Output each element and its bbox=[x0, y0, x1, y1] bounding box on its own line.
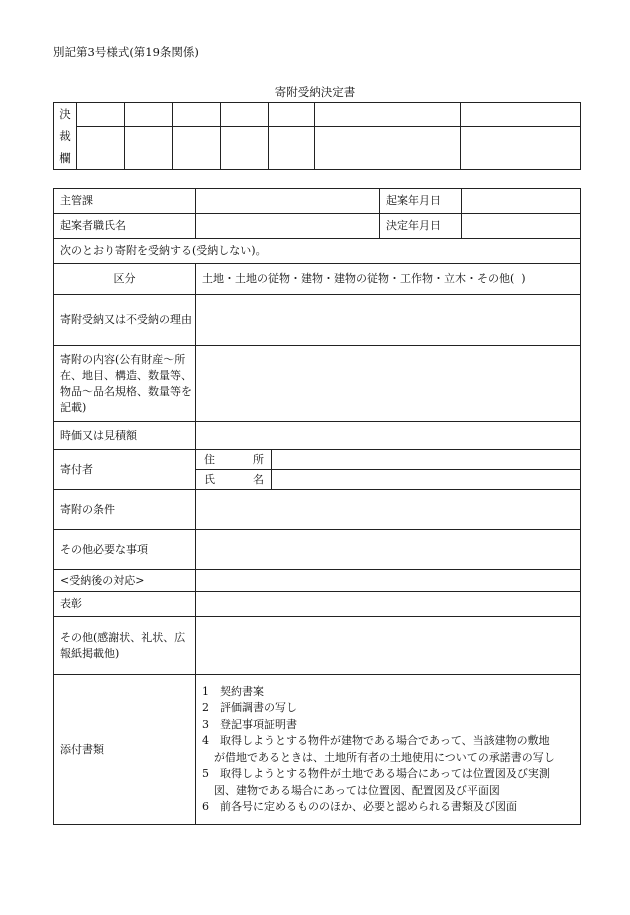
document-title: 寄附受納決定書 bbox=[274, 85, 356, 99]
stamp-cell[interactable] bbox=[77, 127, 125, 170]
category-options: 土地・土地の従物・建物・建物の従物・工作物・立木・その他( ) bbox=[196, 264, 581, 295]
form-number-label: 別記第3号様式(第19条関係) bbox=[53, 45, 199, 59]
commendation-field[interactable] bbox=[196, 592, 581, 617]
drafter-label: 起案者職氏名 bbox=[54, 214, 196, 239]
attachment-item: 2 評価調書の写し bbox=[202, 701, 297, 714]
stamp-cell[interactable] bbox=[315, 103, 461, 127]
statement-text: 次のとおり寄附を受納する(受納しない)。 bbox=[54, 239, 581, 264]
stamp-cell[interactable] bbox=[77, 103, 125, 127]
attachment-item: 3 登記事項証明書 bbox=[202, 717, 297, 731]
content-label: 寄附の内容(公有財産〜所在、地目、構造、数量等、物品〜品名規格、数量等を記載) bbox=[54, 346, 196, 422]
reason-label: 寄附受納又は不受納の理由 bbox=[54, 295, 196, 346]
donor-address-char: 住 bbox=[204, 452, 215, 466]
approval-label bbox=[54, 103, 77, 170]
other-matters-label: その他必要な事項 bbox=[54, 530, 196, 570]
draft-date-label: 起案年月日 bbox=[380, 189, 462, 214]
donor-address-field[interactable] bbox=[272, 450, 581, 470]
donation-decision-form bbox=[53, 188, 581, 825]
draft-date-field[interactable] bbox=[462, 189, 581, 214]
dept-label: 主管課 bbox=[54, 189, 196, 214]
donor-address-label bbox=[196, 450, 272, 470]
approval-label-char: 欄 bbox=[59, 151, 71, 165]
stamp-cell[interactable] bbox=[461, 103, 581, 127]
attachment-item-continued: 図、建物である場合にあっては位置図、配置図及び平面図 bbox=[214, 783, 500, 797]
conditions-field[interactable] bbox=[196, 490, 581, 530]
stamp-cell[interactable] bbox=[461, 127, 581, 170]
stamp-cell[interactable] bbox=[173, 127, 221, 170]
decision-date-field[interactable] bbox=[462, 214, 581, 239]
attachment-item: 5 取得しようとする物件が土地である場合にあっては位置図及び実測 bbox=[202, 767, 550, 780]
donor-address-char: 所 bbox=[253, 452, 264, 466]
other-thanks-field[interactable] bbox=[196, 617, 581, 675]
category-label: 区分 bbox=[54, 264, 196, 295]
donor-name-label bbox=[196, 470, 272, 490]
after-receipt-field[interactable] bbox=[196, 570, 581, 592]
other-matters-field[interactable] bbox=[196, 530, 581, 570]
stamp-cell[interactable] bbox=[125, 103, 173, 127]
approval-stamp-table bbox=[53, 102, 581, 170]
stamp-cell[interactable] bbox=[221, 103, 269, 127]
after-receipt-label: <受納後の対応> bbox=[54, 570, 196, 592]
donor-name-field[interactable] bbox=[272, 470, 581, 490]
content-field[interactable] bbox=[196, 346, 581, 422]
drafter-field[interactable] bbox=[196, 214, 380, 239]
attachment-item: 4 取得しようとする物件が建物である場合であって、当該建物の敷地 bbox=[202, 734, 550, 747]
reason-field[interactable] bbox=[196, 295, 581, 346]
approval-label-char: 決 bbox=[59, 107, 71, 121]
attachments-list bbox=[196, 675, 581, 825]
other-thanks-label: その他(感謝状、礼状、広報紙掲載他) bbox=[54, 617, 196, 675]
dept-field[interactable] bbox=[196, 189, 380, 214]
donor-label: 寄付者 bbox=[54, 450, 196, 490]
donor-name-char: 氏 bbox=[204, 472, 215, 486]
stamp-cell[interactable] bbox=[221, 127, 269, 170]
stamp-cell[interactable] bbox=[269, 127, 315, 170]
stamp-cell[interactable] bbox=[315, 127, 461, 170]
stamp-cell[interactable] bbox=[125, 127, 173, 170]
conditions-label: 寄附の条件 bbox=[54, 490, 196, 530]
commendation-label: 表彰 bbox=[54, 592, 196, 617]
attachments-label: 添付書類 bbox=[54, 675, 196, 825]
stamp-cell[interactable] bbox=[269, 103, 315, 127]
value-label: 時価又は見積額 bbox=[54, 422, 196, 450]
approval-label-char: 裁 bbox=[59, 129, 71, 143]
attachment-item-continued: が借地であるときは、土地所有者の土地使用についての承諾書の写し bbox=[214, 750, 555, 764]
decision-date-label: 決定年月日 bbox=[380, 214, 462, 239]
attachment-item: 6 前各号に定めるもののほか、必要と認められる書類及び図面 bbox=[202, 800, 517, 813]
attachment-item: 1 契約書案 bbox=[202, 684, 264, 698]
value-field[interactable] bbox=[196, 422, 581, 450]
stamp-cell[interactable] bbox=[173, 103, 221, 127]
donor-name-char: 名 bbox=[253, 472, 264, 486]
